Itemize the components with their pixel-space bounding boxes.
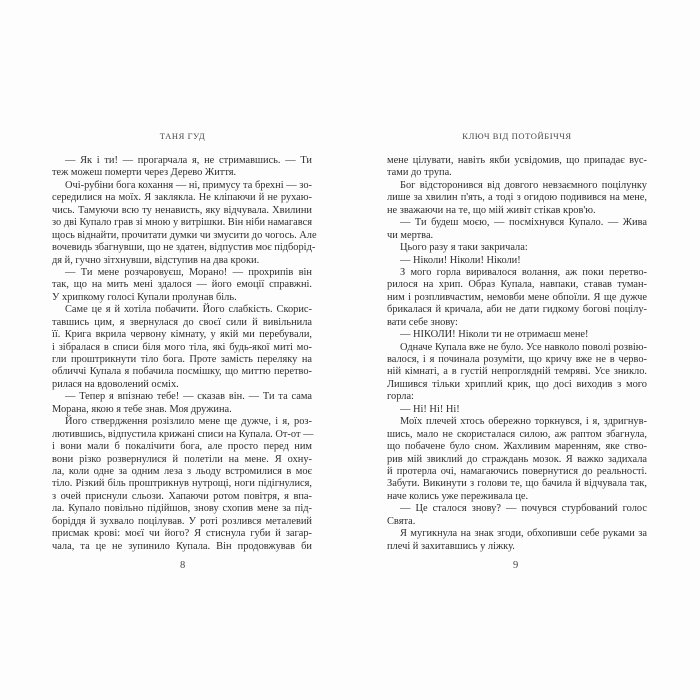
text-line: Морана, якою я тебе знав. Моя дружина. [52,403,232,415]
text-line: ла, коли одне за одним леза з льоду встромилися в моє [52,465,312,477]
paragraph [387,255,647,267]
text-line: Цього разу я таки закричала: [400,242,528,254]
text-line: вони різко розвернулися й полетіли на мене. Я охну- [52,453,312,465]
text-line: Його ствердження розізлило мене ще дужче, і я, роз- [65,416,312,428]
text-line: й протерла очі, намагаючись повернутися до реальності. [387,465,647,477]
text-line: — Ніколи! Ніколи! Ніколи! [400,254,521,266]
text-line: чи мертва. [387,229,434,241]
text-line: горла: [387,391,414,403]
text-line: рилася на вдоволений осміх. [52,378,179,390]
text-line: теж можеш померти через Дерево Життя. [52,167,237,179]
paragraph [387,503,647,528]
paragraph [52,155,312,180]
text-line: Лишився тільки хриплий крик, що досі виходив з мого [387,378,647,390]
text-line: Бог відсторонився від довгого невзаємного поцілунку [400,179,647,191]
paragraph [387,416,647,503]
text-line: — Ти мене розчаровуєш, Морано! — прохрипів він [65,266,312,278]
page-number: 8 [180,560,186,571]
right-page [350,0,700,700]
body-text [52,155,317,553]
text-line: зо дві Купало грав зі мною у витрішки. Він ніби намагався [52,217,313,229]
text-line: шись, мало не скористалася силою, аж раптом збагнула, [387,428,647,440]
text-line: тами до трупа. [387,167,452,179]
text-line: тіло. Різкий біль проштрикнув нутрощі, ноги підігнулися, [52,478,312,490]
text-line: ній кімнаті, а в густій непроглядній темряві. Усе зникло. [387,366,647,378]
text-line: — Це сталося знову? — почувся стурбований голос [400,503,647,515]
text-line: чись. Тамуючи всю ту ненависть, яку відчувала. Хвилини [52,204,312,216]
text-line: чала, та це не зупинило Купала. Він продовжував би [52,540,312,552]
paragraph [387,267,647,329]
text-line: Очі-рубіни бога кохання — ні, примусу та брехні — зо- [65,179,312,191]
text-line: тавшись цим, я звернулася до своєї сили й вивільнила [52,316,312,328]
paragraph [387,342,647,404]
text-line: — НІКОЛИ! Ніколи ти не отримаєш мене! [400,329,589,341]
text-line: — Ти будеш моєю, — посміхнувся Купало. — Жива [400,217,647,229]
text-line: гли проштрикнути тіло бога. Проте замість переляку на [52,354,312,365]
text-line: ла. Купало повільно підійшов, знову схопив мене за під- [52,503,312,515]
text-line: лютившись, відпустила крижані списи на Купала. От-от — [52,428,314,440]
text-line: У хрипкому голосі Купали пролунав біль. [52,291,237,303]
paragraph [387,242,647,254]
text-line: З мого горла виривалося волання, аж поки перетво- [400,266,647,278]
text-line: з очей приснули сльози. Хапаючи ротом повітря, я впа- [52,490,312,502]
text-line: наче колись уже переживала це. [387,490,529,502]
text-line: плечі й захитавшись у ліжку. [387,540,515,552]
paragraph [52,416,312,553]
text-line: середилися на моїх. Я заклякла. Не кліпаючи й не рухаю- [52,192,312,204]
text-line: Свята. [387,515,416,527]
text-line: вати себе знову: [387,316,458,328]
text-line: рив мій звиклий до страждань мозок. Я важко задихала [387,453,647,465]
text-line: щось віднайти, прочитати думки чи змусити до чогось. Але [52,229,317,241]
text-line: не зважаючи на те, що мій живіт стікав кров'ю. [387,204,596,216]
text-line: присмак крові: моєї чи його? Я стиснула губи й загар- [52,528,312,540]
paragraph [387,217,647,242]
paragraph [387,180,647,217]
paragraph [387,528,647,553]
body-text [387,155,647,553]
text-line: — Тепер я впізнаю тебе! — сказав він. — Ти та сама [65,391,312,403]
text-line: мене цілувати, навіть якби усвідомив, що припадає вус- [387,155,647,166]
paragraph [52,179,317,267]
paragraph [387,404,647,416]
text-line: Одначе Купала вже не було. Усе навколо поволі розвію- [400,341,647,353]
text-line: так, що на мить мені здалося — його емоції справжні. [52,279,312,291]
text-line: що побачене було сном. Жахливим маренням, яке ство- [387,441,647,453]
text-line: ним і розпливчастим, немовби мене обпоїли. Я ще дужче [387,291,647,303]
paragraph [52,391,312,416]
text-line: брикалася й кричала, аби не дати гидкому богові поцілу- [387,304,647,316]
text-line: боріддя й зухвало поцілував. У роті розлився металевий [52,515,312,527]
paragraph [387,155,647,180]
paragraph [387,329,647,341]
text-line: і зібралася в списи біля мого тіла, які будь-якої миті мо- [52,341,312,353]
text-line: обличчі Купала я побачила посмішку, що миттю перетво- [52,366,312,378]
text-line: вочевидь збагнувши, що не здатен, відпустив моє підборід- [52,242,316,254]
text-line: Я мугикнула на знак згоди, обхопивши себе руками за [400,528,647,540]
running-head-title: КЛЮЧ ВІД ПОТОЙБІЧЧЯ [462,131,572,141]
text-line: — Ні! Ні! Ні! [400,403,460,415]
text-line: Моїх плечей хтось обережно торкнувся, і я, здригнув- [400,416,647,428]
text-line: валося, і я починала розуміти, що кричу вже не в черво- [387,354,647,365]
paragraph [52,304,312,391]
text-line: рилося на хрип. Образ Купала, навпаки, ставав туман- [387,279,647,291]
text-line: Забути. Викинути з голови те, що бачила й відчувала так, [387,478,647,490]
text-line: і вони мали б покалічити бога, але просто перед ним [52,441,312,453]
page-number: 9 [513,560,519,571]
paragraph [52,267,312,304]
running-head-author: ТАНЯ ГУД [159,131,206,141]
text-line: — Як і ти! — прогарчала я, не стримавшись. — Ти [65,155,312,166]
text-line: її. Крига вкрила червону кімнату, у якій ми перебували, [52,329,312,341]
text-line: лише за хвилин п'ять, а тоді з огидою подивився на мене, [387,192,647,204]
text-line: Саме це я й хотіла побачити. Його слабкість. Скорис- [65,304,312,316]
text-line: дя й, гучно зітхнувши, відступив на два кроки. [52,254,260,266]
